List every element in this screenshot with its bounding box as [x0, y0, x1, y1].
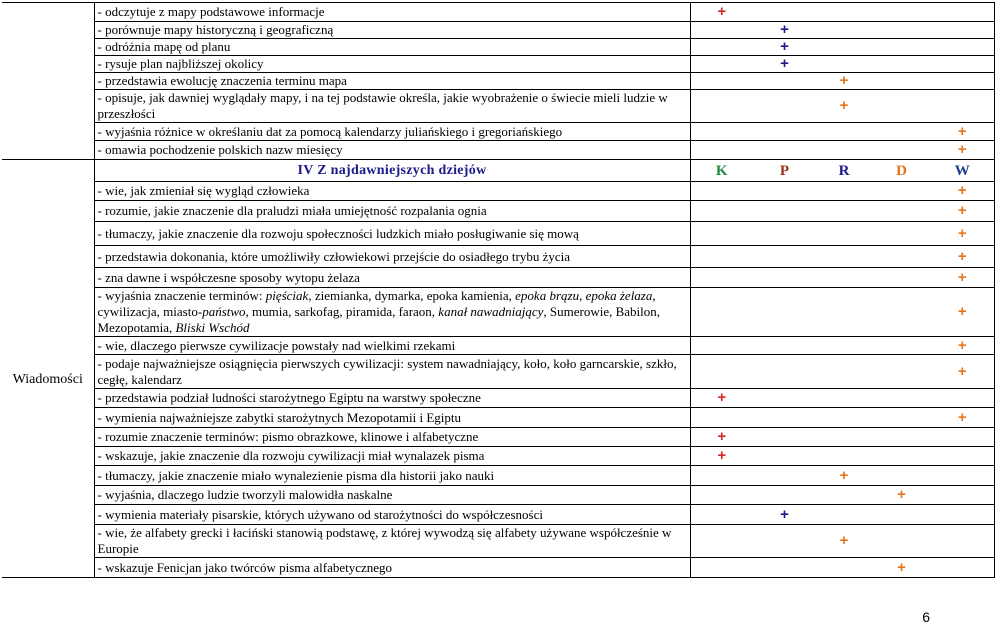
- level-header-p: P: [753, 160, 816, 182]
- table-row: [2, 222, 994, 246]
- requirement-text: - tłumaczy, jakie znaczenie dla rozwoju społeczności ludzkich miało posługiwanie się mową: [94, 222, 690, 246]
- level-w-cell: [931, 141, 994, 160]
- requirement-text: - tłumaczy, jakie znaczenie miało wynalezienie pisma dla historii jako nauki: [94, 466, 690, 486]
- level-r-cell: [816, 288, 872, 337]
- level-r-cell: [816, 201, 872, 222]
- level-p-cell: [753, 525, 816, 558]
- level-header-r: R: [816, 160, 872, 182]
- level-k-cell: [690, 90, 753, 123]
- level-k-cell: [690, 73, 753, 90]
- level-k-cell: [690, 355, 753, 389]
- table-row: [2, 182, 994, 201]
- plus-mark: +: [839, 97, 849, 114]
- level-r-cell: [816, 486, 872, 505]
- level-d-cell: [872, 39, 931, 56]
- level-k-cell: [690, 123, 753, 141]
- level-d-cell: [872, 246, 931, 268]
- level-w-cell: [931, 389, 994, 408]
- plus-mark: +: [839, 466, 849, 484]
- level-r-cell: [816, 182, 872, 201]
- table-row: [2, 268, 994, 288]
- level-p-cell: [753, 246, 816, 268]
- level-w-cell: [931, 90, 994, 123]
- plus-mark: +: [957, 336, 967, 354]
- level-w-cell: [931, 558, 994, 578]
- level-r-cell: [816, 222, 872, 246]
- table-row: [2, 505, 994, 525]
- level-p-cell: [753, 466, 816, 486]
- table-row: [2, 3, 994, 22]
- level-p-cell: [753, 201, 816, 222]
- plus-mark: +: [957, 141, 967, 158]
- table-row: [2, 337, 994, 355]
- level-k-cell: [690, 268, 753, 288]
- level-d-cell: [872, 337, 931, 355]
- level-r-cell: [816, 337, 872, 355]
- level-p-cell: [753, 337, 816, 355]
- level-header-d: D: [872, 160, 931, 182]
- level-d-cell: [872, 408, 931, 428]
- plus-mark: +: [717, 3, 727, 20]
- plus-mark: +: [839, 72, 849, 89]
- requirement-text: - opisuje, jak dawniej wyglądały mapy, i na tej podstawie określa, jakie wyobrażenie o świecie mieli ludzie w przeszłości: [94, 90, 690, 123]
- table-row: [2, 56, 994, 73]
- plus-mark: +: [897, 558, 906, 576]
- level-r-cell: [816, 525, 872, 558]
- level-p-cell: [753, 3, 816, 22]
- table-row: [2, 408, 994, 428]
- table-row: [2, 123, 994, 141]
- table-row: [2, 201, 994, 222]
- plus-mark: +: [780, 505, 789, 523]
- level-d-cell: [872, 288, 931, 337]
- side-cell-top: [2, 3, 94, 160]
- level-r-cell: [816, 558, 872, 578]
- requirement-text: - wskazuje, jakie znaczenie dla rozwoju cywilizacji miał wynalazek pisma: [94, 447, 690, 466]
- section-heading: IV Z najdawniejszych dziejów: [94, 160, 690, 182]
- level-p-cell: [753, 22, 816, 39]
- level-r-cell: [816, 428, 872, 447]
- level-w-cell: [931, 201, 994, 222]
- plus-mark: +: [957, 408, 967, 426]
- level-d-cell: [872, 201, 931, 222]
- level-k-cell: [690, 56, 753, 73]
- requirement-text: - przedstawia podział ludności starożytnego Egiptu na warstwy społeczne: [94, 389, 690, 408]
- plus-mark: +: [897, 486, 906, 503]
- requirement-text: - porównuje mapy historyczną i geograficzną: [94, 22, 690, 39]
- level-d-cell: [872, 90, 931, 123]
- level-p-cell: [753, 428, 816, 447]
- level-w-cell: [931, 505, 994, 525]
- requirement-text: - wie, że alfabety grecki i łaciński stanowią podstawę, z której wywodzą się alfabety używane współcześnie w Europie: [94, 525, 690, 558]
- level-p-cell: [753, 141, 816, 160]
- level-k-cell: [690, 182, 753, 201]
- level-r-cell: [816, 389, 872, 408]
- requirement-text: - wie, dlaczego pierwsze cywilizacje powstały nad wielkimi rzekami: [94, 337, 690, 355]
- level-r-cell: [816, 90, 872, 123]
- level-w-cell: [931, 288, 994, 337]
- level-r-cell: [816, 56, 872, 73]
- level-r-cell: [816, 447, 872, 466]
- level-r-cell: [816, 355, 872, 389]
- table-row: [2, 73, 994, 90]
- plus-mark: +: [957, 303, 967, 320]
- level-d-cell: [872, 525, 931, 558]
- level-k-cell: [690, 428, 753, 447]
- level-d-cell: [872, 3, 931, 22]
- plus-mark: +: [839, 532, 849, 549]
- requirement-text: - wskazuje Fenicjan jako twórców pisma alfabetycznego: [94, 558, 690, 578]
- level-w-cell: [931, 182, 994, 201]
- level-d-cell: [872, 123, 931, 141]
- requirement-text: - odczytuje z mapy podstawowe informacje: [94, 3, 690, 22]
- requirement-text: - rozumie, jakie znaczenie dla praludzi miała umiejętność rozpalania ognia: [94, 201, 690, 222]
- level-w-cell: [931, 428, 994, 447]
- plus-mark: +: [957, 202, 967, 219]
- level-k-cell: [690, 505, 753, 525]
- level-header-k: K: [690, 160, 753, 182]
- plus-mark: +: [957, 122, 967, 140]
- table-row: [2, 22, 994, 39]
- requirement-text: - wyjaśnia różnice w określaniu dat za pomocą kalendarzy juliańskiego i gregoriańskiego: [94, 123, 690, 141]
- table-row: [2, 466, 994, 486]
- level-w-cell: [931, 73, 994, 90]
- plus-mark: +: [780, 38, 789, 55]
- plus-mark: +: [957, 247, 967, 265]
- level-w-cell: [931, 22, 994, 39]
- level-d-cell: [872, 22, 931, 39]
- level-r-cell: [816, 22, 872, 39]
- level-p-cell: [753, 56, 816, 73]
- level-w-cell: [931, 222, 994, 246]
- level-k-cell: [690, 22, 753, 39]
- table-row: [2, 447, 994, 466]
- table-row: [2, 428, 994, 447]
- level-k-cell: [690, 141, 753, 160]
- level-r-cell: [816, 39, 872, 56]
- level-p-cell: [753, 123, 816, 141]
- requirement-text: - wymienia materiały pisarskie, których używano od starożytności do współczesności: [94, 505, 690, 525]
- level-d-cell: [872, 56, 931, 73]
- level-d-cell: [872, 466, 931, 486]
- level-p-cell: [753, 222, 816, 246]
- level-k-cell: [690, 337, 753, 355]
- level-d-cell: [872, 141, 931, 160]
- level-k-cell: [690, 246, 753, 268]
- table-row: [2, 486, 994, 505]
- requirements-table: [2, 2, 995, 578]
- plus-mark: +: [780, 55, 789, 72]
- level-d-cell: [872, 486, 931, 505]
- requirement-text: - wymienia najważniejsze zabytki starożytnych Mezopotamii i Egiptu: [94, 408, 690, 428]
- requirement-text: - wyjaśnia znaczenie terminów: pięściak, ziemianka, dymarka, epoka kamienia, epoka brązu, epoka żelaza, cywilizacja, miasto-państwo, mumia, sarkofag, piramida, faraon, kanał nawadniający, Sumerowie, Babilon, Mezopotamia, Bliski Wschód: [94, 288, 690, 337]
- requirement-text: - odróżnia mapę od planu: [94, 39, 690, 56]
- level-w-cell: [931, 246, 994, 268]
- level-k-cell: [690, 486, 753, 505]
- requirement-text: - wie, jak zmieniał się wygląd człowieka: [94, 182, 690, 201]
- level-w-cell: [931, 337, 994, 355]
- level-d-cell: [872, 182, 931, 201]
- level-r-cell: [816, 408, 872, 428]
- level-p-cell: [753, 408, 816, 428]
- level-p-cell: [753, 182, 816, 201]
- level-d-cell: [872, 428, 931, 447]
- requirement-text: - podaje najważniejsze osiągnięcia pierwszych cywilizacji: system nawadniający, koło, koło garncarskie, szkło, cegłę, kalendarz: [94, 355, 690, 389]
- table-row: [2, 246, 994, 268]
- level-p-cell: [753, 355, 816, 389]
- table-row: [2, 389, 994, 408]
- level-d-cell: [872, 447, 931, 466]
- side-label: Wiadomości: [2, 160, 94, 578]
- level-k-cell: [690, 447, 753, 466]
- level-p-cell: [753, 268, 816, 288]
- level-w-cell: [931, 123, 994, 141]
- level-d-cell: [872, 268, 931, 288]
- requirement-text: - rozumie znaczenie terminów: pismo obrazkowe, klinowe i alfabetyczne: [94, 428, 690, 447]
- level-k-cell: [690, 558, 753, 578]
- level-r-cell: [816, 268, 872, 288]
- requirement-text: - zna dawne i współczesne sposoby wytopu żelaza: [94, 268, 690, 288]
- level-d-cell: [872, 73, 931, 90]
- plus-mark: +: [780, 21, 789, 38]
- requirement-text: - przedstawia dokonania, które umożliwiły człowiekowi przejście do osiadłego trybu życia: [94, 246, 690, 268]
- level-k-cell: [690, 389, 753, 408]
- level-k-cell: [690, 525, 753, 558]
- level-w-cell: [931, 355, 994, 389]
- table-row: [2, 141, 994, 160]
- level-p-cell: [753, 288, 816, 337]
- table-row: [2, 355, 994, 389]
- level-k-cell: [690, 466, 753, 486]
- requirement-text: - rysuje plan najbliższej okolicy: [94, 56, 690, 73]
- level-d-cell: [872, 355, 931, 389]
- plus-mark: +: [717, 428, 727, 445]
- level-k-cell: [690, 288, 753, 337]
- level-p-cell: [753, 73, 816, 90]
- level-p-cell: [753, 486, 816, 505]
- requirement-text: - przedstawia ewolucję znaczenia terminu mapa: [94, 73, 690, 90]
- level-r-cell: [816, 73, 872, 90]
- level-w-cell: [931, 466, 994, 486]
- level-p-cell: [753, 90, 816, 123]
- level-r-cell: [816, 123, 872, 141]
- level-w-cell: [931, 447, 994, 466]
- level-p-cell: [753, 558, 816, 578]
- level-r-cell: [816, 505, 872, 525]
- level-d-cell: [872, 558, 931, 578]
- plus-mark: +: [957, 224, 967, 242]
- plus-mark: +: [957, 268, 967, 286]
- level-k-cell: [690, 408, 753, 428]
- level-d-cell: [872, 505, 931, 525]
- level-r-cell: [816, 466, 872, 486]
- level-d-cell: [872, 389, 931, 408]
- page-number: 6: [922, 609, 930, 625]
- level-w-cell: [931, 408, 994, 428]
- level-p-cell: [753, 447, 816, 466]
- level-k-cell: [690, 3, 753, 22]
- plus-mark: +: [957, 182, 967, 199]
- level-k-cell: [690, 39, 753, 56]
- level-header-w: W: [931, 160, 994, 182]
- level-r-cell: [816, 141, 872, 160]
- level-w-cell: [931, 486, 994, 505]
- requirement-text: - omawia pochodzenie polskich nazw miesięcy: [94, 141, 690, 160]
- level-w-cell: [931, 39, 994, 56]
- table-row: [2, 90, 994, 123]
- level-w-cell: [931, 56, 994, 73]
- table-row: [2, 288, 994, 337]
- table-row: [2, 558, 994, 578]
- level-k-cell: [690, 222, 753, 246]
- table-row: [2, 525, 994, 558]
- level-p-cell: [753, 39, 816, 56]
- level-r-cell: [816, 3, 872, 22]
- level-w-cell: [931, 3, 994, 22]
- level-w-cell: [931, 268, 994, 288]
- plus-mark: +: [957, 362, 967, 380]
- level-k-cell: [690, 201, 753, 222]
- table-row: [2, 39, 994, 56]
- requirement-text: - wyjaśnia, dlaczego ludzie tworzyli malowidła naskalne: [94, 486, 690, 505]
- level-w-cell: [931, 525, 994, 558]
- level-p-cell: [753, 505, 816, 525]
- level-d-cell: [872, 222, 931, 246]
- level-r-cell: [816, 246, 872, 268]
- plus-mark: +: [717, 447, 727, 464]
- level-p-cell: [753, 389, 816, 408]
- plus-mark: +: [717, 389, 727, 406]
- section-heading-row: [2, 160, 994, 182]
